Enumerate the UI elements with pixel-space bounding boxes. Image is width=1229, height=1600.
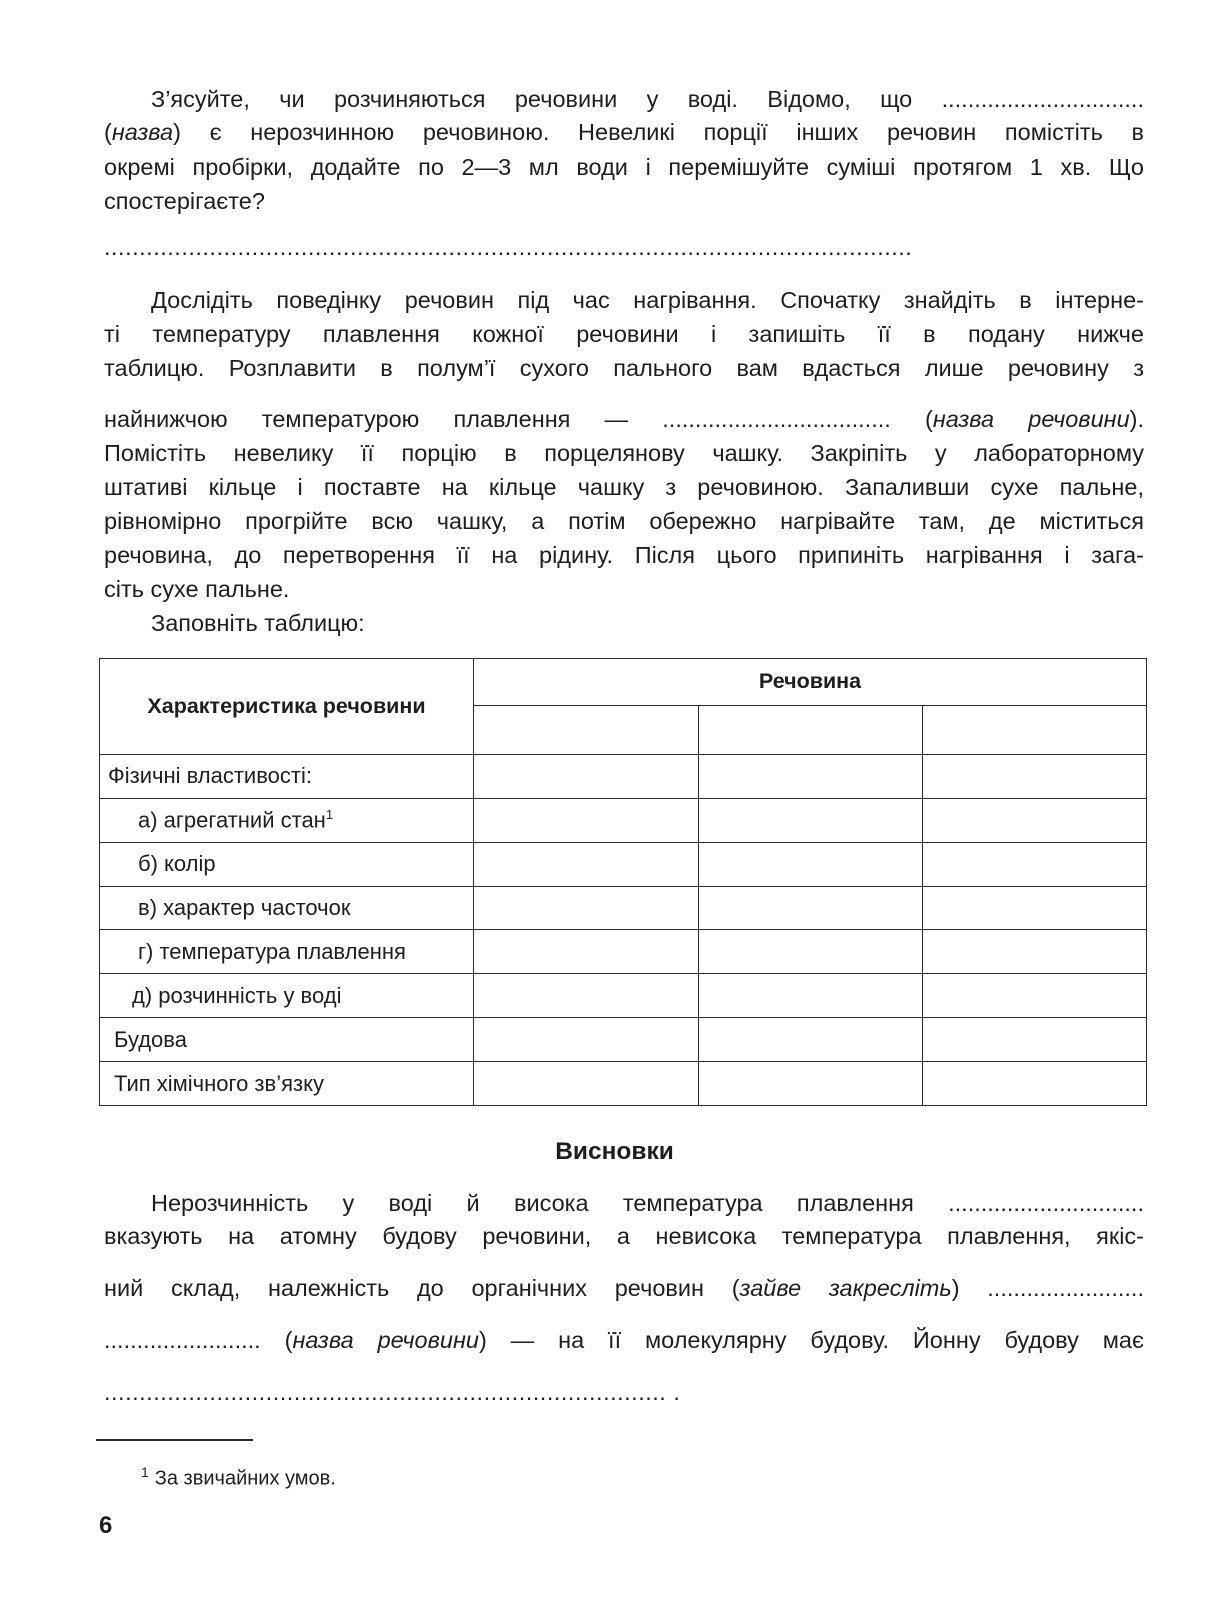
p2-line-5: Помістіть невелику її порцію в порцелянову чашку. Закріпіть у лабораторному	[104, 440, 1144, 466]
p1-line-2-rest: ) є нерозчинною речовиною. Невеликі порції інших речовин помістіть в	[173, 119, 1144, 145]
row-label	[100, 798, 474, 842]
p2-line-4	[104, 404, 1144, 434]
conclusion-line-4-italic: назва речовини	[292, 1327, 479, 1353]
footnote	[141, 1459, 336, 1492]
p1-line-2	[104, 117, 1144, 147]
conclusion-line-1: Нерозчинність у воді й висока температура плавлення ..............................	[151, 1190, 1144, 1216]
footnote-rule	[96, 1439, 253, 1441]
table-cell[interactable]	[699, 886, 923, 930]
p2-line-1: Дослідіть поведінку речовин під час нагрівання. Спочатку знайдіть в інтерне-	[151, 287, 1144, 313]
conclusion-line-3-rest: ) ........................	[951, 1275, 1144, 1301]
row-label: Фізичні властивості:	[100, 754, 474, 798]
table-cell[interactable]	[474, 798, 699, 842]
table-cell[interactable]	[923, 886, 1147, 930]
conclusion-line-3	[104, 1273, 1144, 1303]
substance-header: Речовина	[474, 659, 1147, 706]
p2-line-9: сіть сухе пальне.	[104, 576, 290, 602]
substance-name-cell[interactable]	[474, 705, 699, 754]
p2-line-3: таблицю. Розплавити в полум’ї сухого пального вам вдасться лише речовину з	[104, 355, 1144, 381]
table-cell[interactable]	[474, 974, 699, 1018]
substance-table	[99, 658, 1147, 1106]
table-cell[interactable]	[699, 1062, 923, 1106]
table-instruction: Заповніть таблицю:	[151, 610, 365, 636]
table-cell[interactable]	[699, 798, 923, 842]
conclusion-line-4-rest: ) — на її молекулярну будову. Йонну будову має	[478, 1327, 1144, 1353]
conclusion-line-5: ................................................................................ .	[104, 1379, 681, 1405]
conclusion-line-3-italic: зайве закресліть	[739, 1275, 952, 1301]
p2-line-4-close: ).	[1129, 406, 1144, 432]
row-label: Будова	[100, 1018, 474, 1062]
p1-line-3: окремі пробірки, додайте по 2—3 мл води і перемішуйте суміші протягом 1 хв. Що	[104, 154, 1144, 180]
table-cell[interactable]	[923, 798, 1147, 842]
footnote-ref: 1	[325, 807, 334, 823]
row-label-text: а) агрегатний стан	[138, 807, 326, 833]
footnote-marker: 1	[141, 1464, 149, 1480]
answer-line[interactable]: ...................................................................................................................	[104, 234, 913, 260]
table-cell[interactable]	[474, 886, 699, 930]
p1-line-2-open: (	[104, 119, 112, 145]
table-cell[interactable]	[474, 930, 699, 974]
p1-line-4: спостерігаєте?	[104, 188, 265, 214]
row-label: г) температура плавлення	[100, 930, 474, 974]
table-cell[interactable]	[474, 1018, 699, 1062]
footnote-text: За звичайних умов.	[154, 1467, 336, 1490]
row-label: д) розчинність у воді	[100, 974, 474, 1018]
conclusion-line-2: вказують на атомну будову речовини, а невисока температура плавлення, якіс-	[104, 1223, 1144, 1249]
table-cell[interactable]	[699, 754, 923, 798]
p2-line-7: рівномірно прогрійте всю чашку, а потім обережно нагрівайте там, де міститься	[104, 508, 1144, 534]
conclusion-line-4	[104, 1325, 1144, 1355]
substance-name-cell[interactable]	[699, 705, 923, 754]
table-cell[interactable]	[923, 754, 1147, 798]
row-label: б) колір	[100, 842, 474, 886]
table-cell[interactable]	[923, 974, 1147, 1018]
table-cell[interactable]	[923, 1018, 1147, 1062]
p2-line-2: ті температуру плавлення кожної речовини і запишіть її в подану нижче	[104, 321, 1144, 347]
table-cell[interactable]	[474, 754, 699, 798]
conclusions-heading: Висновки	[555, 1138, 674, 1165]
p2-line-4-italic: назва речовини	[932, 406, 1130, 432]
p2-line-6: штативі кільце і поставте на кільце чашку з речовиною. Запаливши сухе пальне,	[104, 474, 1144, 500]
table-cell[interactable]	[474, 842, 699, 886]
characteristic-header: Характеристика речовини	[100, 659, 474, 755]
table-cell[interactable]	[699, 930, 923, 974]
row-label: в) характер часточок	[100, 886, 474, 930]
p2-line-4-text: найнижчою температурою плавлення — ................................... (	[104, 406, 933, 432]
conclusion-line-3-text: ний склад, належність до органічних речовин (	[104, 1275, 740, 1301]
p2-line-8: речовина, до перетворення її на рідину. Після цього припиніть нагрівання і зага-	[104, 542, 1144, 568]
p1-line-1: З’ясуйте, чи розчиняються речовини у воді. Відомо, що ...............................	[151, 86, 1144, 112]
table-cell[interactable]	[923, 842, 1147, 886]
row-label: Тип хімічного зв’язку	[100, 1062, 474, 1106]
table-cell[interactable]	[923, 1062, 1147, 1106]
table-cell[interactable]	[699, 1018, 923, 1062]
table-cell[interactable]	[923, 930, 1147, 974]
p1-line-2-italic: назва	[111, 119, 174, 145]
table-cell[interactable]	[699, 842, 923, 886]
table-cell[interactable]	[699, 974, 923, 1018]
table-cell[interactable]	[474, 1062, 699, 1106]
conclusion-line-4-dots: ........................ (	[104, 1327, 293, 1353]
substance-name-cell[interactable]	[923, 705, 1147, 754]
page-number: 6	[99, 1512, 113, 1539]
